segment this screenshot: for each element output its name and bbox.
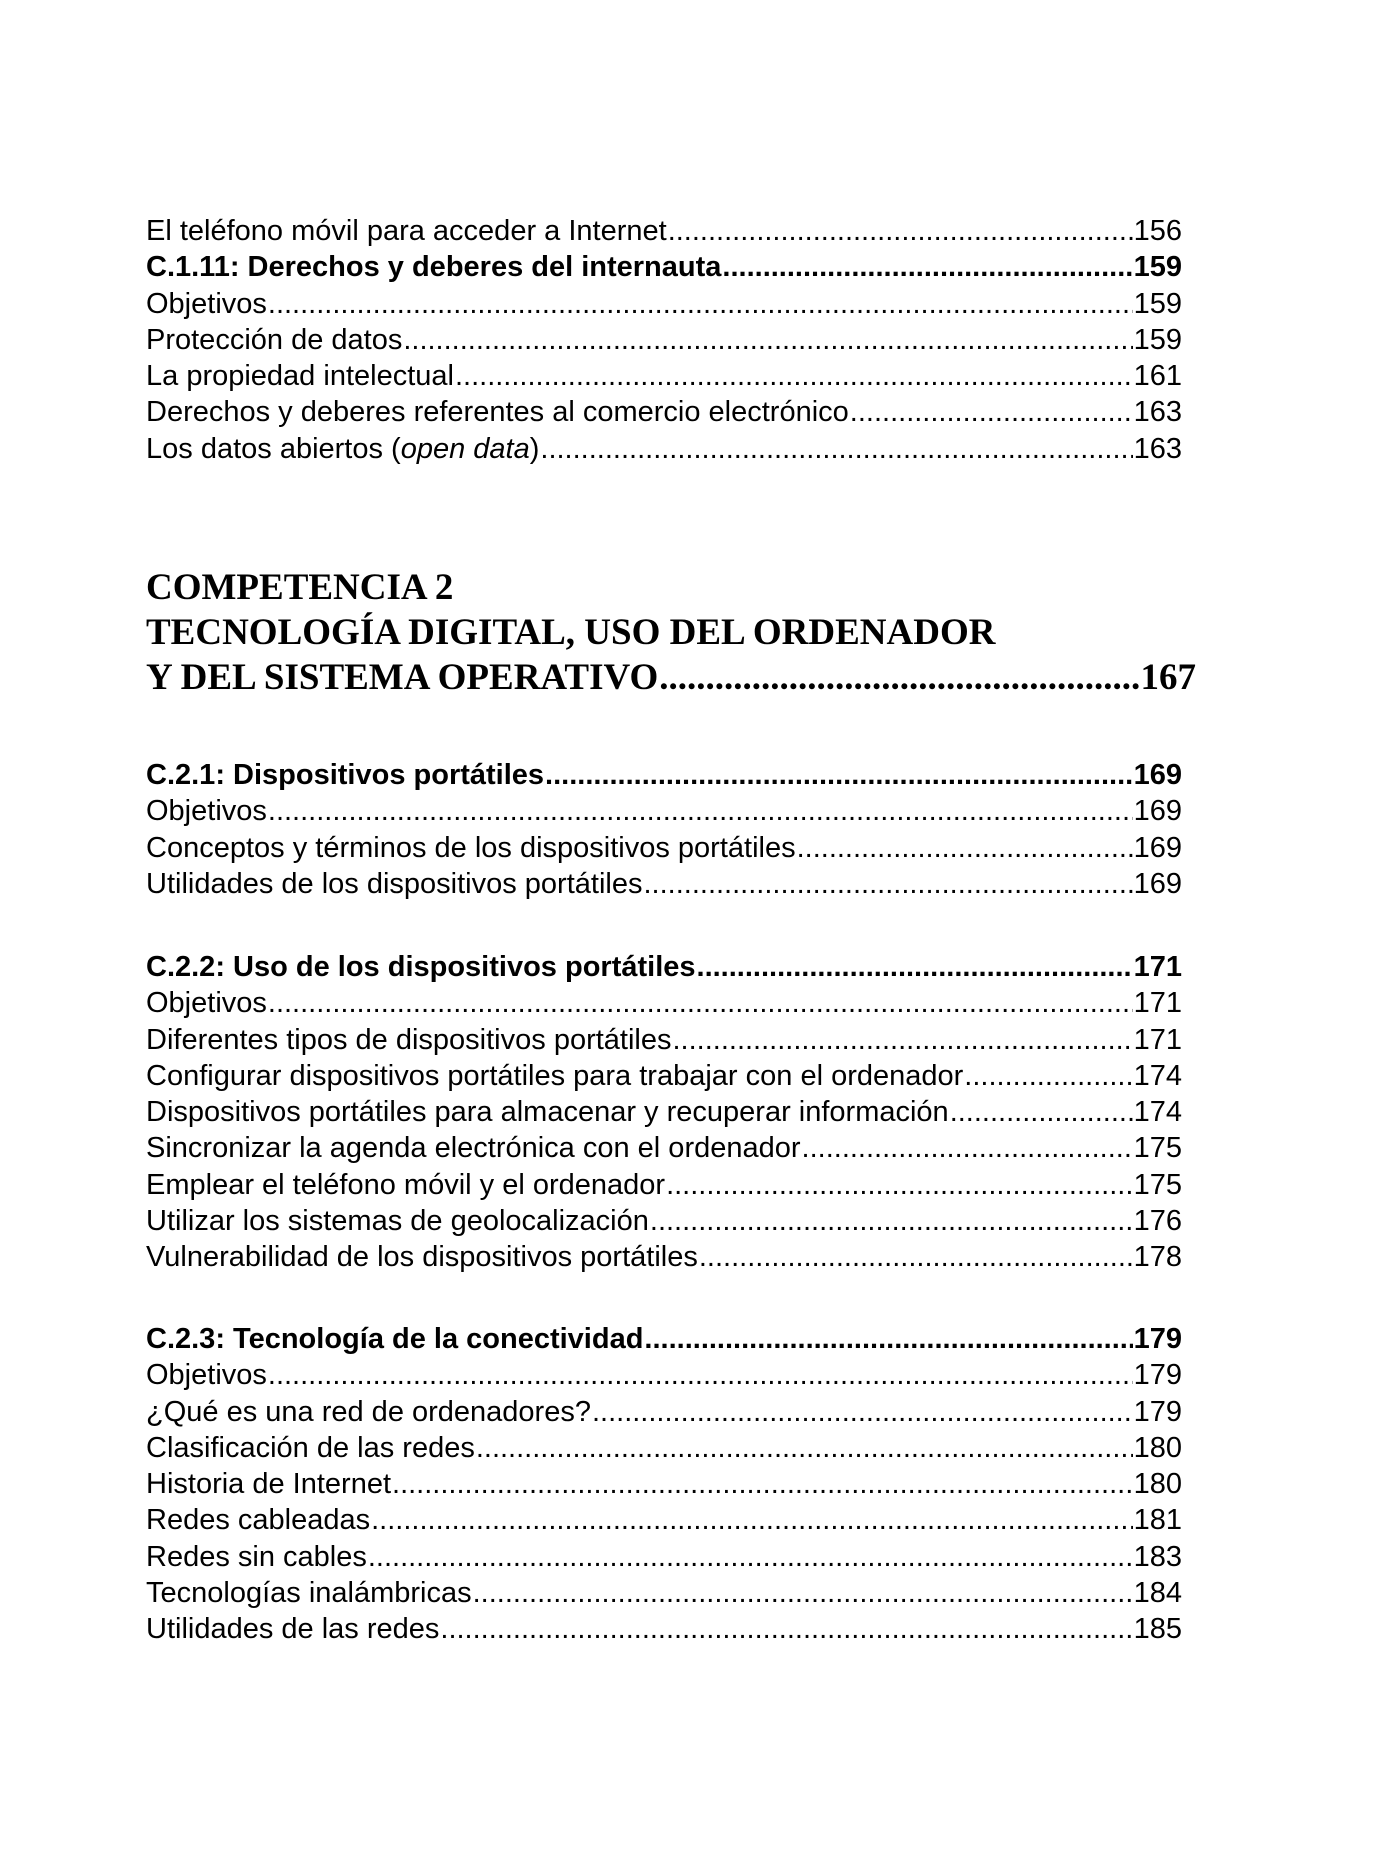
toc-entry-title: Utilidades de los dispositivos portátiles bbox=[146, 867, 643, 900]
dot-leader bbox=[403, 322, 1132, 358]
toc-entry[interactable] bbox=[146, 1539, 1182, 1575]
dot-leader bbox=[666, 1167, 1133, 1203]
toc-entry[interactable] bbox=[146, 793, 1182, 829]
dot-leader bbox=[643, 866, 1132, 902]
dot-leader bbox=[797, 830, 1133, 866]
toc-entry-title-part: Los datos abiertos ( bbox=[146, 432, 401, 465]
toc-entry-title: Conceptos y términos de los dispositivos portátiles bbox=[146, 831, 796, 864]
toc-entry[interactable] bbox=[146, 322, 1182, 358]
toc-entry-page-number: 184 bbox=[1133, 1577, 1182, 1610]
dot-leader bbox=[540, 431, 1132, 467]
toc-entry-page-number: 176 bbox=[1133, 1205, 1182, 1238]
toc-entry-title: Vulnerabilidad de los dispositivos portátiles bbox=[146, 1241, 698, 1274]
dot-leader bbox=[722, 249, 1132, 285]
toc-entry-title: Redes cableadas bbox=[146, 1504, 371, 1537]
toc-entry-title: C.2.3: Tecnología de la conectividad bbox=[146, 1323, 644, 1355]
toc-entry-title: Configurar dispositivos portátiles para trabajar con el ordenador bbox=[146, 1059, 964, 1092]
dot-leader bbox=[476, 1430, 1133, 1466]
toc-entry[interactable] bbox=[146, 866, 1182, 902]
toc-entry[interactable] bbox=[146, 286, 1182, 322]
toc-entry[interactable] bbox=[146, 358, 1182, 394]
toc-entry[interactable] bbox=[146, 1058, 1182, 1094]
toc-entry-title: Tecnologías inalámbricas bbox=[146, 1577, 472, 1610]
toc-entry-title: Redes sin cables bbox=[146, 1540, 367, 1573]
dot-leader bbox=[699, 1239, 1133, 1275]
toc-entry[interactable] bbox=[146, 1430, 1182, 1466]
toc-section-c2-2 bbox=[146, 949, 1182, 1276]
toc-entry-title: Utilizar los sistemas de geolocalización bbox=[146, 1205, 649, 1238]
toc-entry-page-number: 185 bbox=[1133, 1613, 1182, 1646]
toc-entry-page-number: 179 bbox=[1133, 1359, 1182, 1392]
toc-entry[interactable] bbox=[146, 1357, 1182, 1393]
toc-entry[interactable] bbox=[146, 1502, 1182, 1538]
toc-entry[interactable] bbox=[146, 1394, 1182, 1430]
toc-section-heading[interactable] bbox=[146, 949, 1182, 985]
toc-entry-title: Sincronizar la agenda electrónica con el ordenador bbox=[146, 1132, 801, 1165]
dot-leader bbox=[650, 1203, 1133, 1239]
dot-leader bbox=[473, 1575, 1133, 1611]
toc-entry-page-number: 169 bbox=[1133, 867, 1182, 900]
competencia-page-number: 167 bbox=[1140, 657, 1196, 698]
toc-entry-page-number: 181 bbox=[1133, 1504, 1182, 1537]
dot-leader bbox=[368, 1539, 1133, 1575]
toc-entry-title: Objetivos bbox=[146, 795, 267, 828]
toc-entry-title: El teléfono móvil para acceder a Internet bbox=[146, 215, 667, 247]
toc-entry-page-number: 175 bbox=[1133, 1168, 1182, 1201]
dot-leader bbox=[455, 358, 1133, 394]
toc-entry-page-number: 163 bbox=[1133, 396, 1182, 429]
toc-entry-title-italic: open data bbox=[400, 432, 530, 465]
toc-entry-page-number: 161 bbox=[1133, 360, 1182, 393]
dot-leader bbox=[592, 1394, 1133, 1430]
toc-entry-title: C.1.11: Derechos y deberes del internauta bbox=[146, 251, 722, 284]
toc-entry-title-part: ) bbox=[529, 432, 540, 465]
toc-entry-page-number: 159 bbox=[1133, 287, 1182, 320]
dot-leader bbox=[668, 213, 1133, 249]
toc-entry-title: Clasificación de las redes bbox=[146, 1431, 475, 1464]
dot-leader bbox=[268, 793, 1133, 829]
toc-entry-page-number: 180 bbox=[1133, 1431, 1182, 1464]
toc-entry-page-number: 163 bbox=[1133, 432, 1182, 465]
toc-entry-title: Objetivos bbox=[146, 987, 267, 1020]
toc-entry[interactable] bbox=[146, 394, 1182, 430]
toc-entry[interactable] bbox=[146, 1167, 1182, 1203]
toc-entry-page-number: 178 bbox=[1133, 1241, 1182, 1274]
toc-entry-page-number: 156 bbox=[1133, 215, 1182, 247]
toc-entry-page-number: 171 bbox=[1133, 1023, 1182, 1056]
toc-entry-page-number: 171 bbox=[1133, 951, 1182, 983]
competencia-title-line3: Y DEL SISTEMA OPERATIVO bbox=[146, 657, 659, 698]
dot-leader bbox=[802, 1130, 1133, 1166]
toc-entry[interactable] bbox=[146, 1611, 1182, 1647]
competencia-title-line1: COMPETENCIA 2 bbox=[146, 567, 454, 608]
dot-leader bbox=[268, 286, 1133, 322]
toc-entry[interactable] bbox=[146, 213, 1182, 249]
toc-entry-title: C.2.1: Dispositivos portátiles bbox=[146, 759, 545, 791]
toc-entry-page-number: 174 bbox=[1133, 1096, 1182, 1129]
toc-entry-page-number: 169 bbox=[1133, 795, 1182, 828]
dot-leader bbox=[697, 949, 1133, 985]
dot-leader bbox=[392, 1466, 1133, 1502]
toc-section-heading[interactable] bbox=[146, 757, 1182, 793]
toc-entry-title: Objetivos bbox=[146, 287, 267, 320]
dot-leader bbox=[545, 757, 1133, 793]
toc-entry-page-number: 179 bbox=[1133, 1395, 1182, 1428]
toc-entry-title: La propiedad intelectual bbox=[146, 360, 454, 393]
toc-section-c2-1 bbox=[146, 757, 1182, 902]
dot-leader bbox=[950, 1094, 1133, 1130]
toc-entry-title: Derechos y deberes referentes al comercio electrónico bbox=[146, 396, 849, 429]
toc-entry-page-number: 171 bbox=[1133, 987, 1182, 1020]
toc-entry[interactable] bbox=[146, 431, 1182, 467]
toc-entry-page-number: 169 bbox=[1133, 831, 1182, 864]
competencia-title-line2: TECNOLOGÍA DIGITAL, USO DEL ORDENADOR bbox=[146, 612, 996, 653]
toc-entry-title: Objetivos bbox=[146, 1359, 267, 1392]
dot-leader bbox=[268, 1357, 1133, 1393]
toc-section-c1-tail bbox=[146, 213, 1182, 467]
dot-leader bbox=[440, 1611, 1132, 1647]
toc-entry[interactable] bbox=[146, 1239, 1182, 1275]
toc-entry[interactable] bbox=[146, 1203, 1182, 1239]
dot-leader bbox=[644, 1321, 1132, 1357]
toc-section-heading[interactable] bbox=[146, 1321, 1182, 1357]
toc-entry-page-number: 169 bbox=[1133, 759, 1182, 791]
toc-entry-title: Dispositivos portátiles para almacenar y recuperar información bbox=[146, 1096, 949, 1129]
toc-entry-title bbox=[146, 431, 539, 467]
toc-entry-title: Emplear el teléfono móvil y el ordenador bbox=[146, 1168, 666, 1201]
dot-leader bbox=[672, 1022, 1132, 1058]
toc-entry-page-number: 183 bbox=[1133, 1540, 1182, 1573]
dot-leader bbox=[371, 1502, 1133, 1538]
toc-entry-page-number: 175 bbox=[1133, 1132, 1182, 1165]
toc-entry-title: Diferentes tipos de dispositivos portátiles bbox=[146, 1023, 672, 1056]
toc-entry-page-number: 174 bbox=[1133, 1059, 1182, 1092]
toc-entry[interactable] bbox=[146, 1022, 1182, 1058]
toc-entry-title: ¿Qué es una red de ordenadores? bbox=[146, 1395, 591, 1428]
toc-entry[interactable] bbox=[146, 1130, 1182, 1166]
toc-entry[interactable] bbox=[146, 1094, 1182, 1130]
toc-entry-title: Utilidades de las redes bbox=[146, 1613, 440, 1646]
toc-entry[interactable] bbox=[146, 830, 1182, 866]
toc-entry-page-number: 159 bbox=[1133, 251, 1182, 284]
toc-entry-page-number: 180 bbox=[1133, 1468, 1182, 1501]
toc-entry-title: Historia de Internet bbox=[146, 1468, 392, 1501]
toc-entry[interactable] bbox=[146, 985, 1182, 1021]
toc-entry-title: C.2.2: Uso de los dispositivos portátiles bbox=[146, 951, 696, 983]
toc-section-heading[interactable] bbox=[146, 249, 1182, 285]
dot-leader bbox=[964, 1058, 1132, 1094]
toc-entry-title: Protección de datos bbox=[146, 323, 403, 356]
toc-entry[interactable] bbox=[146, 1575, 1182, 1611]
toc-entry-page-number: 179 bbox=[1133, 1323, 1182, 1355]
toc-entry-page-number: 159 bbox=[1133, 323, 1182, 356]
toc-entry[interactable] bbox=[146, 1466, 1182, 1502]
dot-leader bbox=[850, 394, 1133, 430]
dot-leader bbox=[268, 985, 1133, 1021]
toc-section-c2-3 bbox=[146, 1321, 1182, 1648]
competencia-heading bbox=[146, 565, 1196, 700]
dot-leader bbox=[659, 655, 1139, 700]
competencia-title-line3-entry[interactable] bbox=[146, 655, 1196, 700]
